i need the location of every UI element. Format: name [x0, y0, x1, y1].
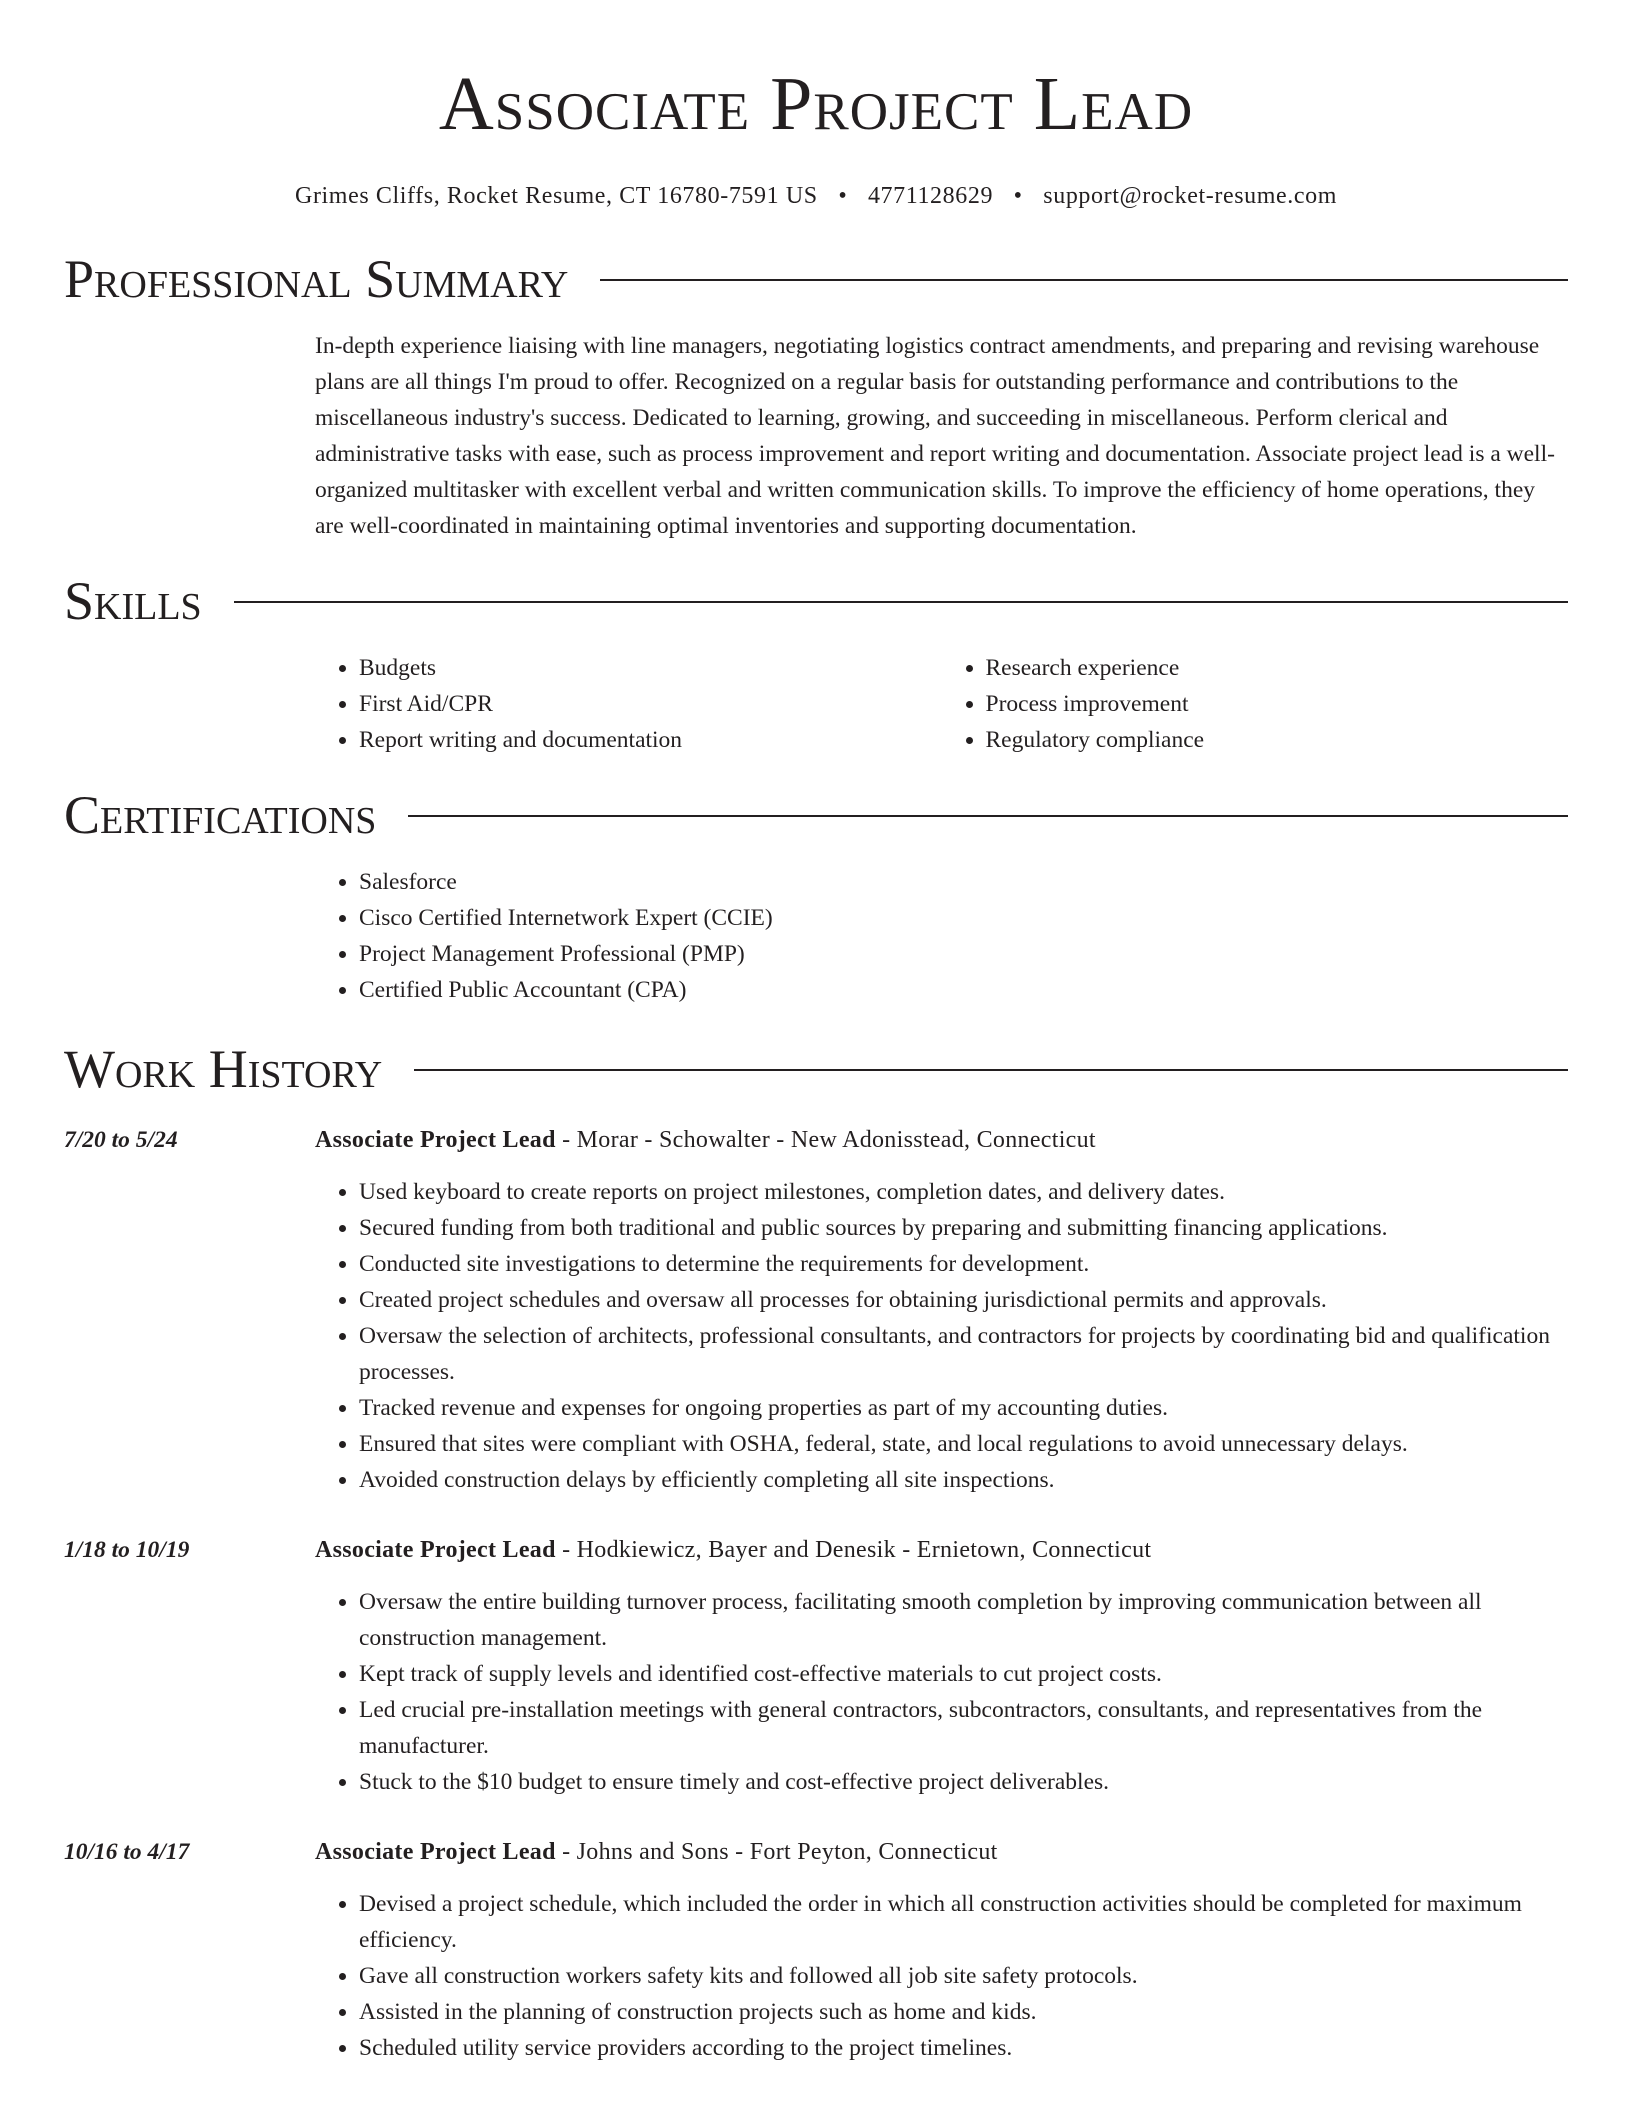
contact-email: support@rocket-resume.com [1043, 183, 1337, 209]
skills-list [315, 650, 1568, 758]
skill-item: • Budgets [359, 650, 942, 686]
skills-heading: Skills [64, 571, 202, 631]
job-title-line [315, 1122, 1568, 1158]
job-bullet: • Oversaw the selection of architects, professional consultants, and contractors for projects by coordinating bid and qualification processes. [359, 1318, 1568, 1390]
certification-item: • Cisco Certified Internetwork Expert (CCIE) [359, 900, 1568, 936]
skill-item: • First Aid/CPR [359, 686, 942, 722]
job-bullet: • Secured funding from both traditional and public sources by preparing and submitting financing applications. [359, 1210, 1568, 1246]
summary-text: In-depth experience liaising with line managers, negotiating logistics contract amendments, and preparing and revising warehouse plans are all things I'm proud to offer. Recognized on a regular basis for outstanding performance and contributions to the miscellaneous industry's success. Dedicated to learning, growing, and succeeding in miscellaneous. Perform clerical and administrative tasks with ease, such as process improvement and report writing and documentation. Associate project lead is a well-organized multitasker with excellent verbal and written communication skills. To improve the efficiency of home operations, they are well-coordinated in maintaining optimal inventories and supporting documentation. [315, 333, 1555, 539]
job-bullet: • Assisted in the planning of construction projects such as home and kids. [359, 1994, 1568, 2030]
job-bullet: • Ensured that sites were compliant with OSHA, federal, state, and local regulations to avoid unnecessary delays. [359, 1426, 1568, 1462]
certification-item: • Project Management Professional (PMP) [359, 936, 1568, 972]
job-bullet: • Devised a project schedule, which included the order in which all construction activities should be completed for maximum efficiency. [359, 1886, 1568, 1958]
job-title-line [315, 1834, 1568, 1870]
job-employer: - Johns and Sons - Fort Peyton, Connecticut [555, 1839, 998, 1865]
skills-column-left [315, 650, 942, 758]
job-dates: 7/20 to 5/24 [64, 1127, 178, 1153]
skill-item: • Report writing and documentation [359, 722, 942, 758]
job-employer: - Hodkiewicz, Bayer and Denesik - Ernietown, Connecticut [555, 1537, 1152, 1563]
summary-heading: Professional Summary [64, 249, 569, 309]
job-bullet: • Used keyboard to create reports on project milestones, completion dates, and delivery dates. [359, 1174, 1568, 1210]
skills-section-header [64, 568, 1568, 634]
contact-separator: • [1013, 183, 1023, 209]
certifications-section-header [64, 782, 1568, 848]
job-bullet: • Scheduled utility service providers according to the project timelines. [359, 2030, 1568, 2066]
job-title: Associate Project Lead [315, 1839, 556, 1865]
work-history-section-header [64, 1036, 1568, 1102]
job-title: Associate Project Lead [315, 1537, 556, 1563]
contact-separator: • [838, 183, 848, 209]
job-entry [64, 1532, 1568, 1800]
certification-item: • Certified Public Accountant (CPA) [359, 972, 1568, 1008]
section-divider [414, 1069, 1568, 1071]
skill-item: • Research experience [986, 650, 1569, 686]
job-bullet: • Created project schedules and oversaw all processes for obtaining jurisdictional permits and approvals. [359, 1282, 1568, 1318]
certifications-list [315, 864, 1568, 1008]
job-bullet: • Conducted site investigations to determine the requirements for development. [359, 1246, 1568, 1282]
summary-section-header [64, 246, 1568, 312]
job-bullet: • Avoided construction delays by efficiently completing all site inspections. [359, 1462, 1568, 1498]
job-bullets [315, 1584, 1568, 1800]
job-dates: 1/18 to 10/19 [64, 1537, 190, 1563]
job-bullet: • Led crucial pre-installation meetings with general contractors, subcontractors, consultants, and representatives from the manufacturer. [359, 1692, 1568, 1764]
job-entry [64, 1122, 1568, 1498]
contact-phone: 4771128629 [867, 183, 994, 209]
section-divider [234, 601, 1568, 603]
job-dates: 10/16 to 4/17 [64, 1839, 190, 1865]
job-bullets [315, 1886, 1568, 2066]
resume-page [64, 0, 1568, 2066]
job-title: Associate Project Lead [315, 1127, 556, 1153]
contact-address: Grimes Cliffs, Rocket Resume, CT 16780-7591 US [295, 183, 818, 209]
contact-line [64, 180, 1568, 212]
work-history-heading: Work History [64, 1039, 383, 1099]
job-bullet: • Oversaw the entire building turnover process, facilitating smooth completion by improving communication between all construction management. [359, 1584, 1568, 1656]
certification-item: • Salesforce [359, 864, 1568, 900]
skill-item: • Process improvement [986, 686, 1569, 722]
job-bullet: • Stuck to the $10 budget to ensure timely and cost-effective project deliverables. [359, 1764, 1568, 1800]
section-divider [600, 279, 1568, 281]
job-title-line [315, 1532, 1568, 1568]
certifications-heading: Certifications [64, 785, 377, 845]
job-bullet: • Gave all construction workers safety kits and followed all job site safety protocols. [359, 1958, 1568, 1994]
job-employer: - Morar - Schowalter - New Adonisstead, Connecticut [555, 1127, 1096, 1153]
candidate-name: Associate Project Lead [438, 62, 1194, 146]
section-divider [408, 815, 1568, 817]
job-bullet: • Tracked revenue and expenses for ongoing properties as part of my accounting duties. [359, 1390, 1568, 1426]
job-bullets [315, 1174, 1568, 1498]
skills-column-right [942, 650, 1569, 758]
skill-item: • Regulatory compliance [986, 722, 1569, 758]
job-entry [64, 1834, 1568, 2066]
job-bullet: • Kept track of supply levels and identified cost-effective materials to cut project costs. [359, 1656, 1568, 1692]
